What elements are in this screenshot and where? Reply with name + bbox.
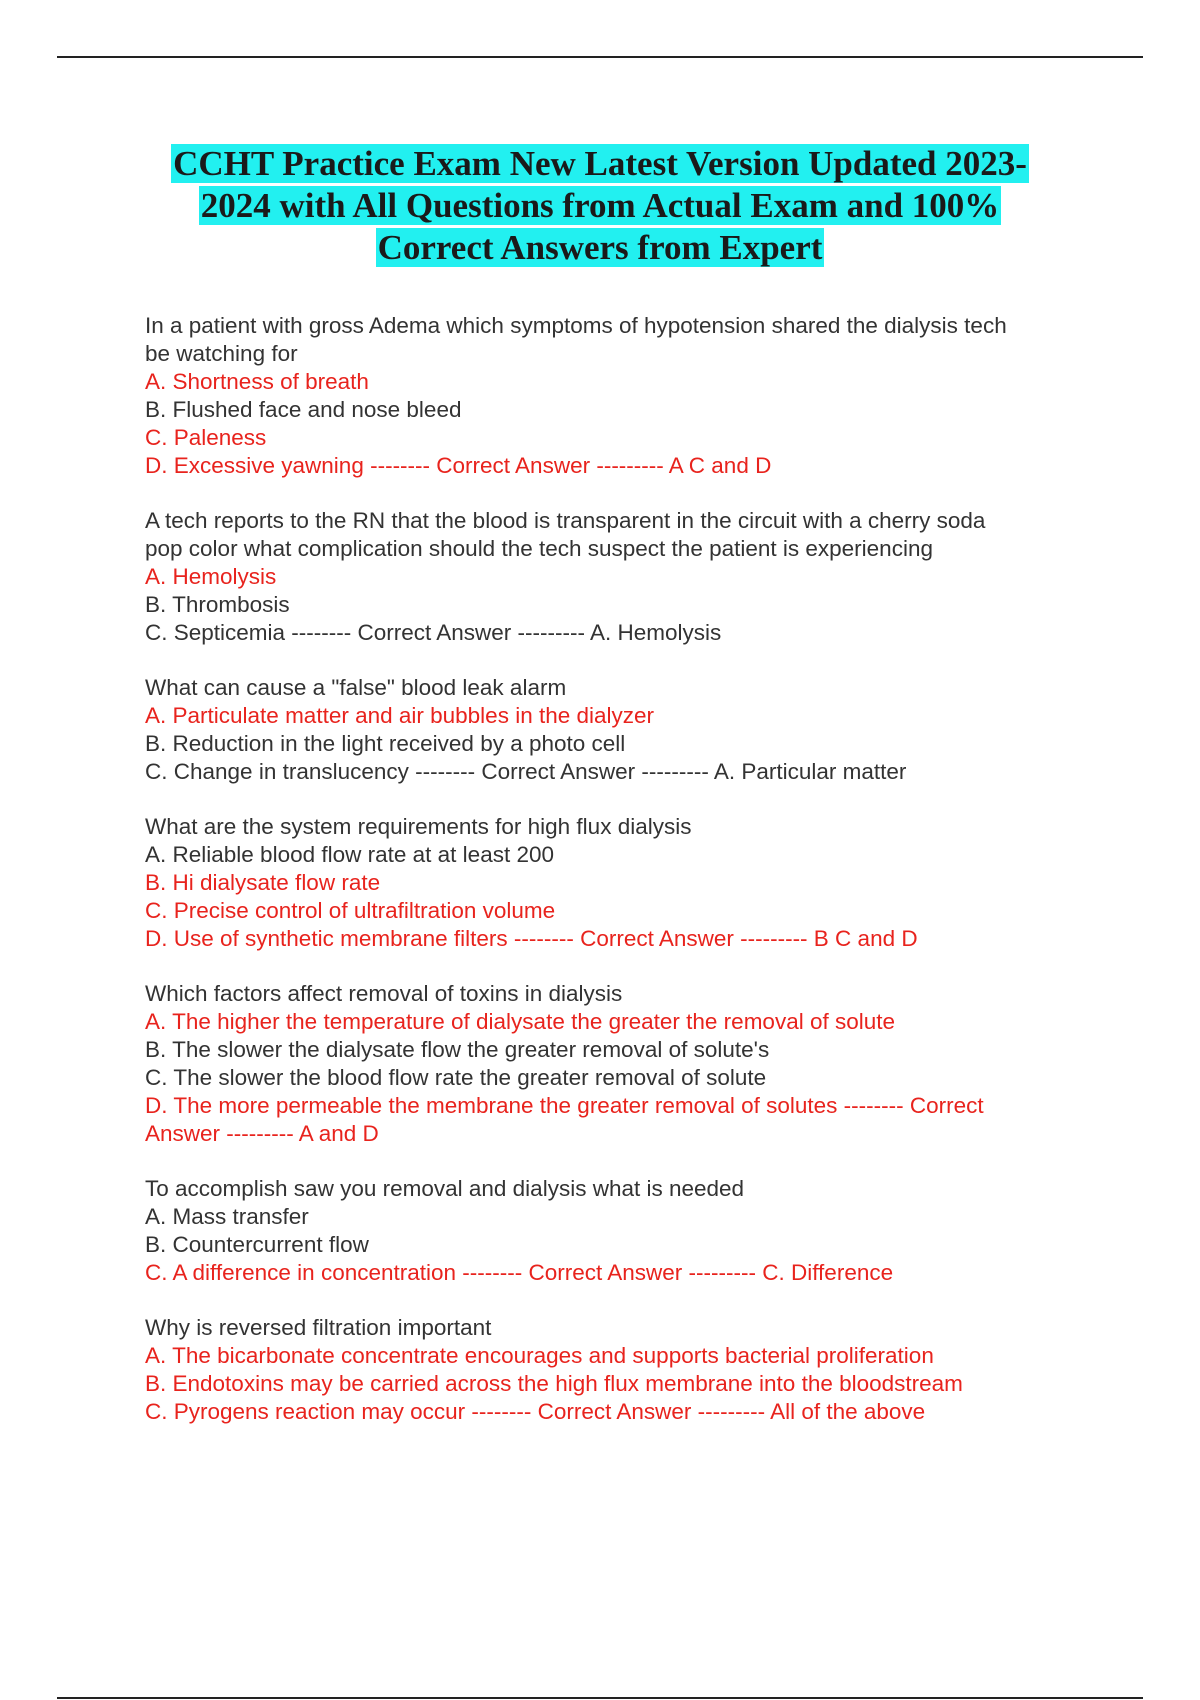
answer-option-correct: C. Paleness [145, 425, 267, 450]
title-line [100, 185, 1100, 227]
answer-option-correct: A. Particulate matter and air bubbles in the dialyzer [145, 703, 655, 728]
answer-option-correct: A. The bicarbonate concentrate encourages and supports bacterial proliferation [145, 1343, 934, 1368]
answer-option-correct: B. Hi dialysate flow rate [145, 870, 381, 895]
bottom-rule [57, 1697, 1143, 1699]
answer-option: B. Reduction in the light received by a photo cell [145, 731, 626, 756]
question-block [145, 312, 1085, 480]
answer-option: B. Countercurrent flow [145, 1232, 369, 1257]
question-text: Which factors affect removal of toxins in dialysis [145, 981, 623, 1006]
question-block [145, 674, 1085, 786]
answer-option-correct: A. The higher the temperature of dialysate the greater the removal of solute [145, 1009, 896, 1034]
answer-option: B. The slower the dialysate flow the greater removal of solute's [145, 1037, 770, 1062]
answer-option-correct: C. Pyrogens reaction may occur -------- Correct Answer --------- All of the above [145, 1399, 926, 1424]
question-block [145, 1314, 1085, 1426]
answer-option: C. Septicemia -------- Correct Answer --------- A. Hemolysis [145, 620, 722, 645]
answer-option-correct: D. Use of synthetic membrane filters -------- Correct Answer --------- B C and D [145, 926, 918, 951]
answer-option-correct: C. A difference in concentration -------- Correct Answer --------- C. Difference [145, 1260, 894, 1285]
question-block [145, 980, 1085, 1148]
question-text: What are the system requirements for high flux dialysis [145, 814, 692, 839]
answer-option: B. Flushed face and nose bleed [145, 397, 462, 422]
top-rule [57, 56, 1143, 58]
answer-option-correct: D. The more permeable the membrane the greater removal of solutes -------- Correct [145, 1093, 984, 1118]
title-highlight: Correct Answers from Expert [377, 228, 823, 267]
answer-option: A. Reliable blood flow rate at at least 200 [145, 842, 554, 867]
answer-option: be watching for [145, 341, 298, 366]
title-line [100, 227, 1100, 269]
answer-option-correct: C. Precise control of ultrafiltration volume [145, 898, 556, 923]
question-block [145, 1175, 1085, 1287]
question-text: Why is reversed filtration important [145, 1315, 492, 1340]
answer-option: C. Change in translucency -------- Correct Answer --------- A. Particular matter [145, 759, 907, 784]
question-text: To accomplish saw you removal and dialysis what is needed [145, 1176, 745, 1201]
answer-option-correct: Answer --------- A and D [145, 1121, 379, 1146]
title-highlight: 2024 with All Questions from Actual Exam and 100% [200, 186, 1000, 225]
question-list [145, 312, 1085, 1453]
answer-option-correct: B. Endotoxins may be carried across the high flux membrane into the bloodstream [145, 1371, 963, 1396]
answer-option: A. Mass transfer [145, 1204, 309, 1229]
answer-option: B. Thrombosis [145, 592, 290, 617]
answer-option: pop color what complication should the tech suspect the patient is experiencing [145, 536, 933, 561]
answer-option-correct: A. Shortness of breath [145, 369, 369, 394]
question-text: In a patient with gross Adema which symptoms of hypotension shared the dialysis tech [145, 313, 1007, 338]
question-block [145, 507, 1085, 647]
question-text: A tech reports to the RN that the blood is transparent in the circuit with a cherry soda [145, 508, 986, 533]
title-line [100, 143, 1100, 185]
answer-option: C. The slower the blood flow rate the greater removal of solute [145, 1065, 767, 1090]
question-text: What can cause a "false" blood leak alarm [145, 675, 567, 700]
question-block [145, 813, 1085, 953]
answer-option-correct: A. Hemolysis [145, 564, 277, 589]
title-highlight: CCHT Practice Exam New Latest Version Updated 2023- [173, 144, 1027, 183]
document-title [100, 143, 1100, 269]
answer-option-correct: D. Excessive yawning -------- Correct Answer --------- A C and D [145, 453, 772, 478]
